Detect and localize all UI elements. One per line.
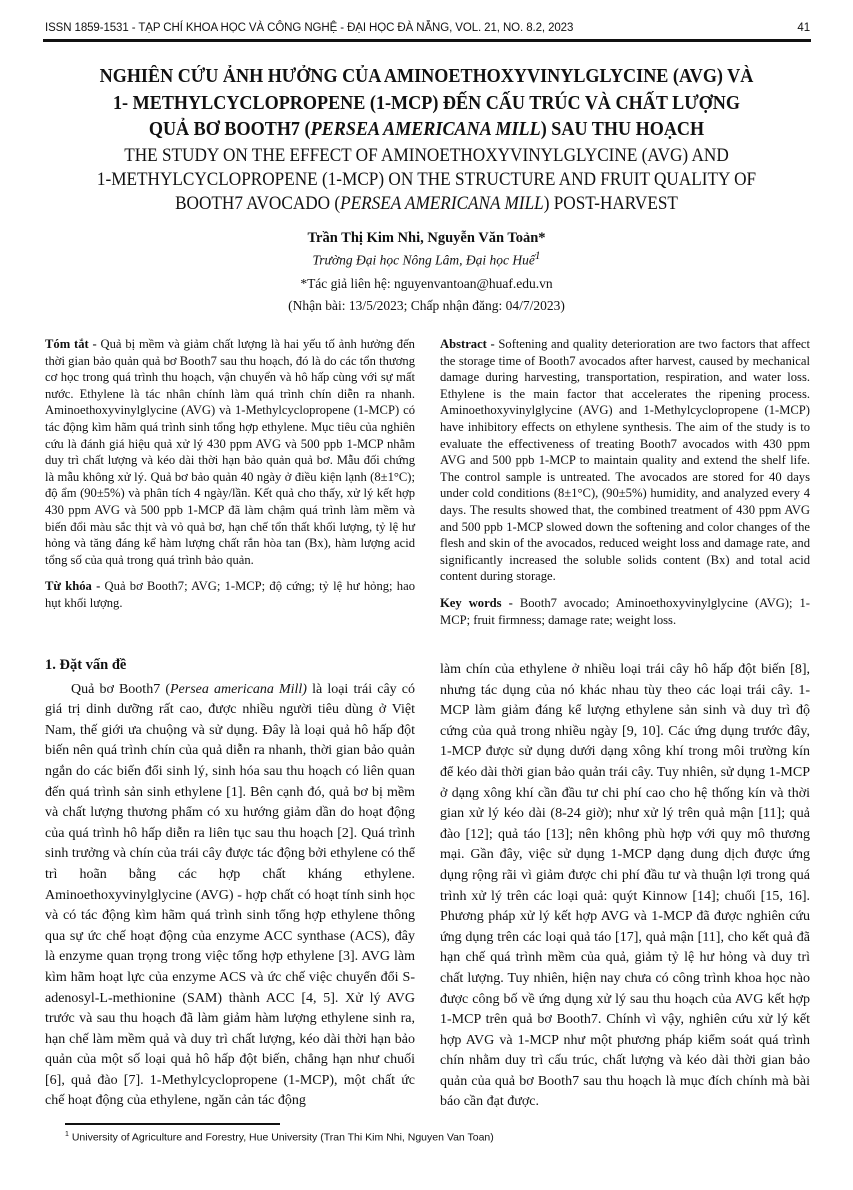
paragraph-text: Quả bơ Booth7 (	[71, 681, 170, 697]
paragraph: làm chín của ethylene ở nhiều loại trái cây hô hấp đột biến [8], nhưng tác dụng của nó khác nhau tùy theo các loại trái cây. 1-MCP làm giảm đáng kể lượng ethylene sản sinh và duy trì độ cứng của quả trong nhiều ngày [9, 10]. Các ứng dụng trước đây, 1-MCP được sử dụng dưới dạng xông khí trong môi trường kín để kéo dài thời gian bảo quản trái cây. Tuy nhiên, sử dụng 1-MCP ở dạng xông khí cần đầu tư chi phí cao cho hệ thống kín và thời gian xử lý kéo dài (8-24 giờ); như xử lý trên quả mận [11]; quả đào [12]; quả táo [13]; nên không phù hợp với quy mô thương mại. Gần đây, việc sử dụng 1-MCP dạng dung dịch được ứng dụng rộng rãi vì giảm được chi phí đầu tư và thuận lợi trong quá trình xử lý trên các loại quả: quýt Kinnow [14]; chuối [15, 16]. Phương pháp xử lý kết hợp AVG và 1-MCP đã được nghiên cứu ứng dụng trên các loại quả táo [17], quả mận [11], cho kết quả đã hạn chế quá trình mềm của quả, giảm tỷ lệ hư hỏng và duy trì chất lượng. Tuy nhiên, hiện nay chưa có công trình khoa học nào được công bố về ứng dụng xử lý sau thu hoạch của AVG kết hợp 1-MCP trên quả bơ Booth7. Chính vì vậy, nghiên cứu xử lý kết hợp AVG và 1-MCP như một phương pháp kiểm soát quá trình chín nhằm duy trì cấu trúc, chất lượng và kéo dài thời gian bảo quản của quả bơ Booth7 sau thu hoạch là mục đích chính mà bài báo cần đạt được.	[440, 662, 810, 1110]
header-rule	[43, 39, 811, 42]
keywords-text: Quả bơ Booth7; AVG; 1-MCP; độ cứng; tỷ lệ hư hỏng; hao hụt khối lượng.	[45, 579, 415, 610]
authors: Trần Thị Kim Nhi, Nguyễn Văn Toản*	[307, 230, 546, 246]
affiliation	[0, 250, 853, 269]
title-text: ) SAU THU HOẠCH	[540, 119, 705, 140]
contact-email: *Tác giả liên hệ: nguyenvantoan@huaf.edu.vn	[300, 276, 553, 291]
abstract-text: Softening and quality deterioration are two factors that affect the storage time of Booth7 avocados after harvest, caused by mechanical damage during harvesting, transportation, respiration, and water loss. Ethylene is the main factor that accelerates the ripening process. Aminoethoxyvinylglycine (AVG) and 1-Methylcyclopropene (1-MCP) have inhibitory effects on ethylene synthesis. The aim of the study is to evaluate the effectiveness of treating Booth7 avocados with 430 ppm AVG and 500 ppb 1-MCP to maintain quality and extend the shelf life. The control sample is untreated. The avocados are stored for 40 days under cold conditions (8±1°C), (90±5%) humidity, and analyzed every 4 days. The results showed that, the combined treatment of 430 ppm AVG and 500 ppb 1-MCP slowed down the softening and color changes of the flesh and skin of the avocados, reduced weight loss and damage rate, and significantly increased the soluble solids content (Bx) and total acid content during storage.	[440, 337, 810, 584]
affiliation-mark: 1	[534, 250, 541, 262]
abstract-english	[440, 336, 810, 638]
page-number: 41	[797, 22, 810, 34]
section-introduction-left	[45, 655, 415, 1112]
abstract-label: Tóm tắt -	[45, 337, 101, 351]
section-introduction-right	[440, 660, 810, 1113]
title-line	[58, 117, 795, 144]
abstract-text: Quả bị mềm và giảm chất lượng là hai yếu tố ảnh hưởng đến thời gian bảo quản quả bơ Booth7 sau thu hoạch, đó là do các tổn thương cơ học trong quá trình thu hoạch, vận chuyển và hô hấp cùng với sự mất nước. Ethylene là tác nhân chính làm quá trình chín diễn ra nhanh. Aminoethoxyvinylglycine (AVG) và 1-Methylcyclopropene (1-MCP) có tác động kìm hãm quá trình sinh tổng hợp ethylene. Mục tiêu của nghiên cứu là đánh giá hiệu quả xử lý 430 ppm AVG và 500 ppb 1-MCP nhằm duy trì chất lượng và kéo dài thời hạn bảo quản quả bơ. Mẫu đối chứng là mẫu không xử lý. Quả bơ bảo quản 40 ngày ở điều kiện lạnh (8±1°C); độ ẩm (90±5%) và phân tích 4 ngày/lần. Kết quả cho thấy, xử lý kết hợp 430 ppm AVG và 500 ppb 1-MCP đã làm chậm quá trình làm mềm và biến đổi màu sắc thịt và vỏ quả bơ, hạn chế tổn thất khối lượng, tỷ lệ hư hỏng và tăng đáng kể hàm lượng chất rắn hòa tan (Bx), hàm lượng acid tổng số của quả trong quá trình bảo quản.	[45, 337, 415, 567]
title-line	[58, 192, 795, 216]
paragraph	[45, 680, 415, 1112]
abstract-vietnamese	[45, 336, 415, 622]
footnote-mark: 1	[65, 1131, 69, 1138]
title-species: PERSEA AMERICANA MILL	[310, 119, 541, 140]
paragraph-text: là loại trái cây có giá trị dinh dưỡng rất cao, được nhiều người tiêu dùng ở Việt Nam, thế giới ưa chuộng và sử dụng. Đây là loại quả hô hấp đột biến nên quá trình chín của quả diễn ra nhanh, thời gian bảo quản ngắn do các biến đổi sinh lý, sinh hóa sau thu hoạch có liên quan đến quá trình sản sinh ethylene [1]. Bên cạnh đó, quả bơ bị mềm và chất lượng thương phẩm có xu hướng giảm dần do hoạt động của quá trình hô hấp diễn ra liên tục sau thu hoạch [2]. Quá trình sinh trưởng và chín của trái cây được tác động bởi ethylene có thể trì hoãn bằng các hợp chất kháng ethylene. Aminoethoxyvinylglycine (AVG) - hợp chất có hoạt tính sinh học và có tác động kìm hãm quá trình sinh tổng hợp ethylene thông qua sự ức chế hoạt động của enzyme ACC synthase (ACS), đây là enzyme quan trọng trong việc tổng hợp ethylene [3]. AVG làm kìm hãm hoạt lực của enzyme ACS và ức chế việc chuyển đổi S-adenosyl-L-methionine (SAM) thành ACC [4, 5]. Xử lý AVG trước và sau thu hoạch đã làm giảm hàm lượng ethylene sinh ra, hạn chế làm mềm quả và duy trì chất lượng, kéo dài thời hạn bảo quản của một số loại quả hô hấp đột biến, chẳng hạn như chuối [6], quả đào [7]. 1-Methylcyclopropene (1-MCP), một chất ức chế hoạt động của ethylene, ngăn cản tác động	[45, 681, 415, 1109]
section-heading: 1. Đặt vấn đề	[45, 657, 127, 673]
affiliation-text: Trường Đại học Nông Lâm, Đại học Huế	[312, 252, 535, 268]
keywords-label: Key words -	[440, 595, 520, 610]
footnote-rule	[65, 1123, 280, 1125]
title-line: NGHIÊN CỨU ẢNH HƯỞNG CỦA AMINOETHOXYVINYLGLYCINE (AVG) VÀ	[99, 66, 754, 87]
running-header	[45, 22, 810, 34]
title-text: BOOTH7 AVOCADO (	[175, 194, 341, 214]
title-line: 1- METHYLCYCLOPROPENE (1-MCP) ĐẾN CẤU TRÚC VÀ CHẤT LƯỢNG	[112, 92, 740, 114]
species-name: Persea americana Mill)	[169, 681, 307, 697]
title-line: THE STUDY ON THE EFFECT OF AMINOETHOXYVINYLGLYCINE (AVG) AND	[124, 146, 729, 166]
submission-dates: (Nhận bài: 13/5/2023; Chấp nhận đăng: 04/7/2023)	[288, 298, 565, 313]
title-line: 1-METHYLCYCLOPROPENE (1-MCP) ON THE STRUCTURE AND FRUIT QUALITY OF	[96, 170, 757, 190]
keywords-label: Từ khóa -	[45, 579, 105, 594]
journal-info: ISSN 1859-1531 - TẠP CHÍ KHOA HỌC VÀ CÔNG NGHỆ - ĐẠI HỌC ĐÀ NẴNG, VOL. 21, NO. 8.2, 2023	[45, 22, 574, 34]
title-text: ) POST-HARVEST	[543, 194, 678, 214]
keywords-text: Booth7 avocado; Aminoethoxyvinylglycine (AVG); 1-MCP; fruit firmness; damage rate; weight loss.	[440, 595, 810, 627]
title-vietnamese	[58, 64, 795, 144]
title-english	[58, 144, 795, 216]
title-species: PERSEA AMERICANA MILL	[340, 194, 544, 214]
title-text: QUẢ BƠ BOOTH7 (	[148, 119, 311, 140]
footnote-text: University of Agriculture and Forestry, Hue University (Tran Thi Kim Nhi, Nguyen Van Toan)	[71, 1131, 494, 1144]
abstract-label: Abstract -	[440, 337, 499, 351]
footnote	[65, 1131, 494, 1144]
